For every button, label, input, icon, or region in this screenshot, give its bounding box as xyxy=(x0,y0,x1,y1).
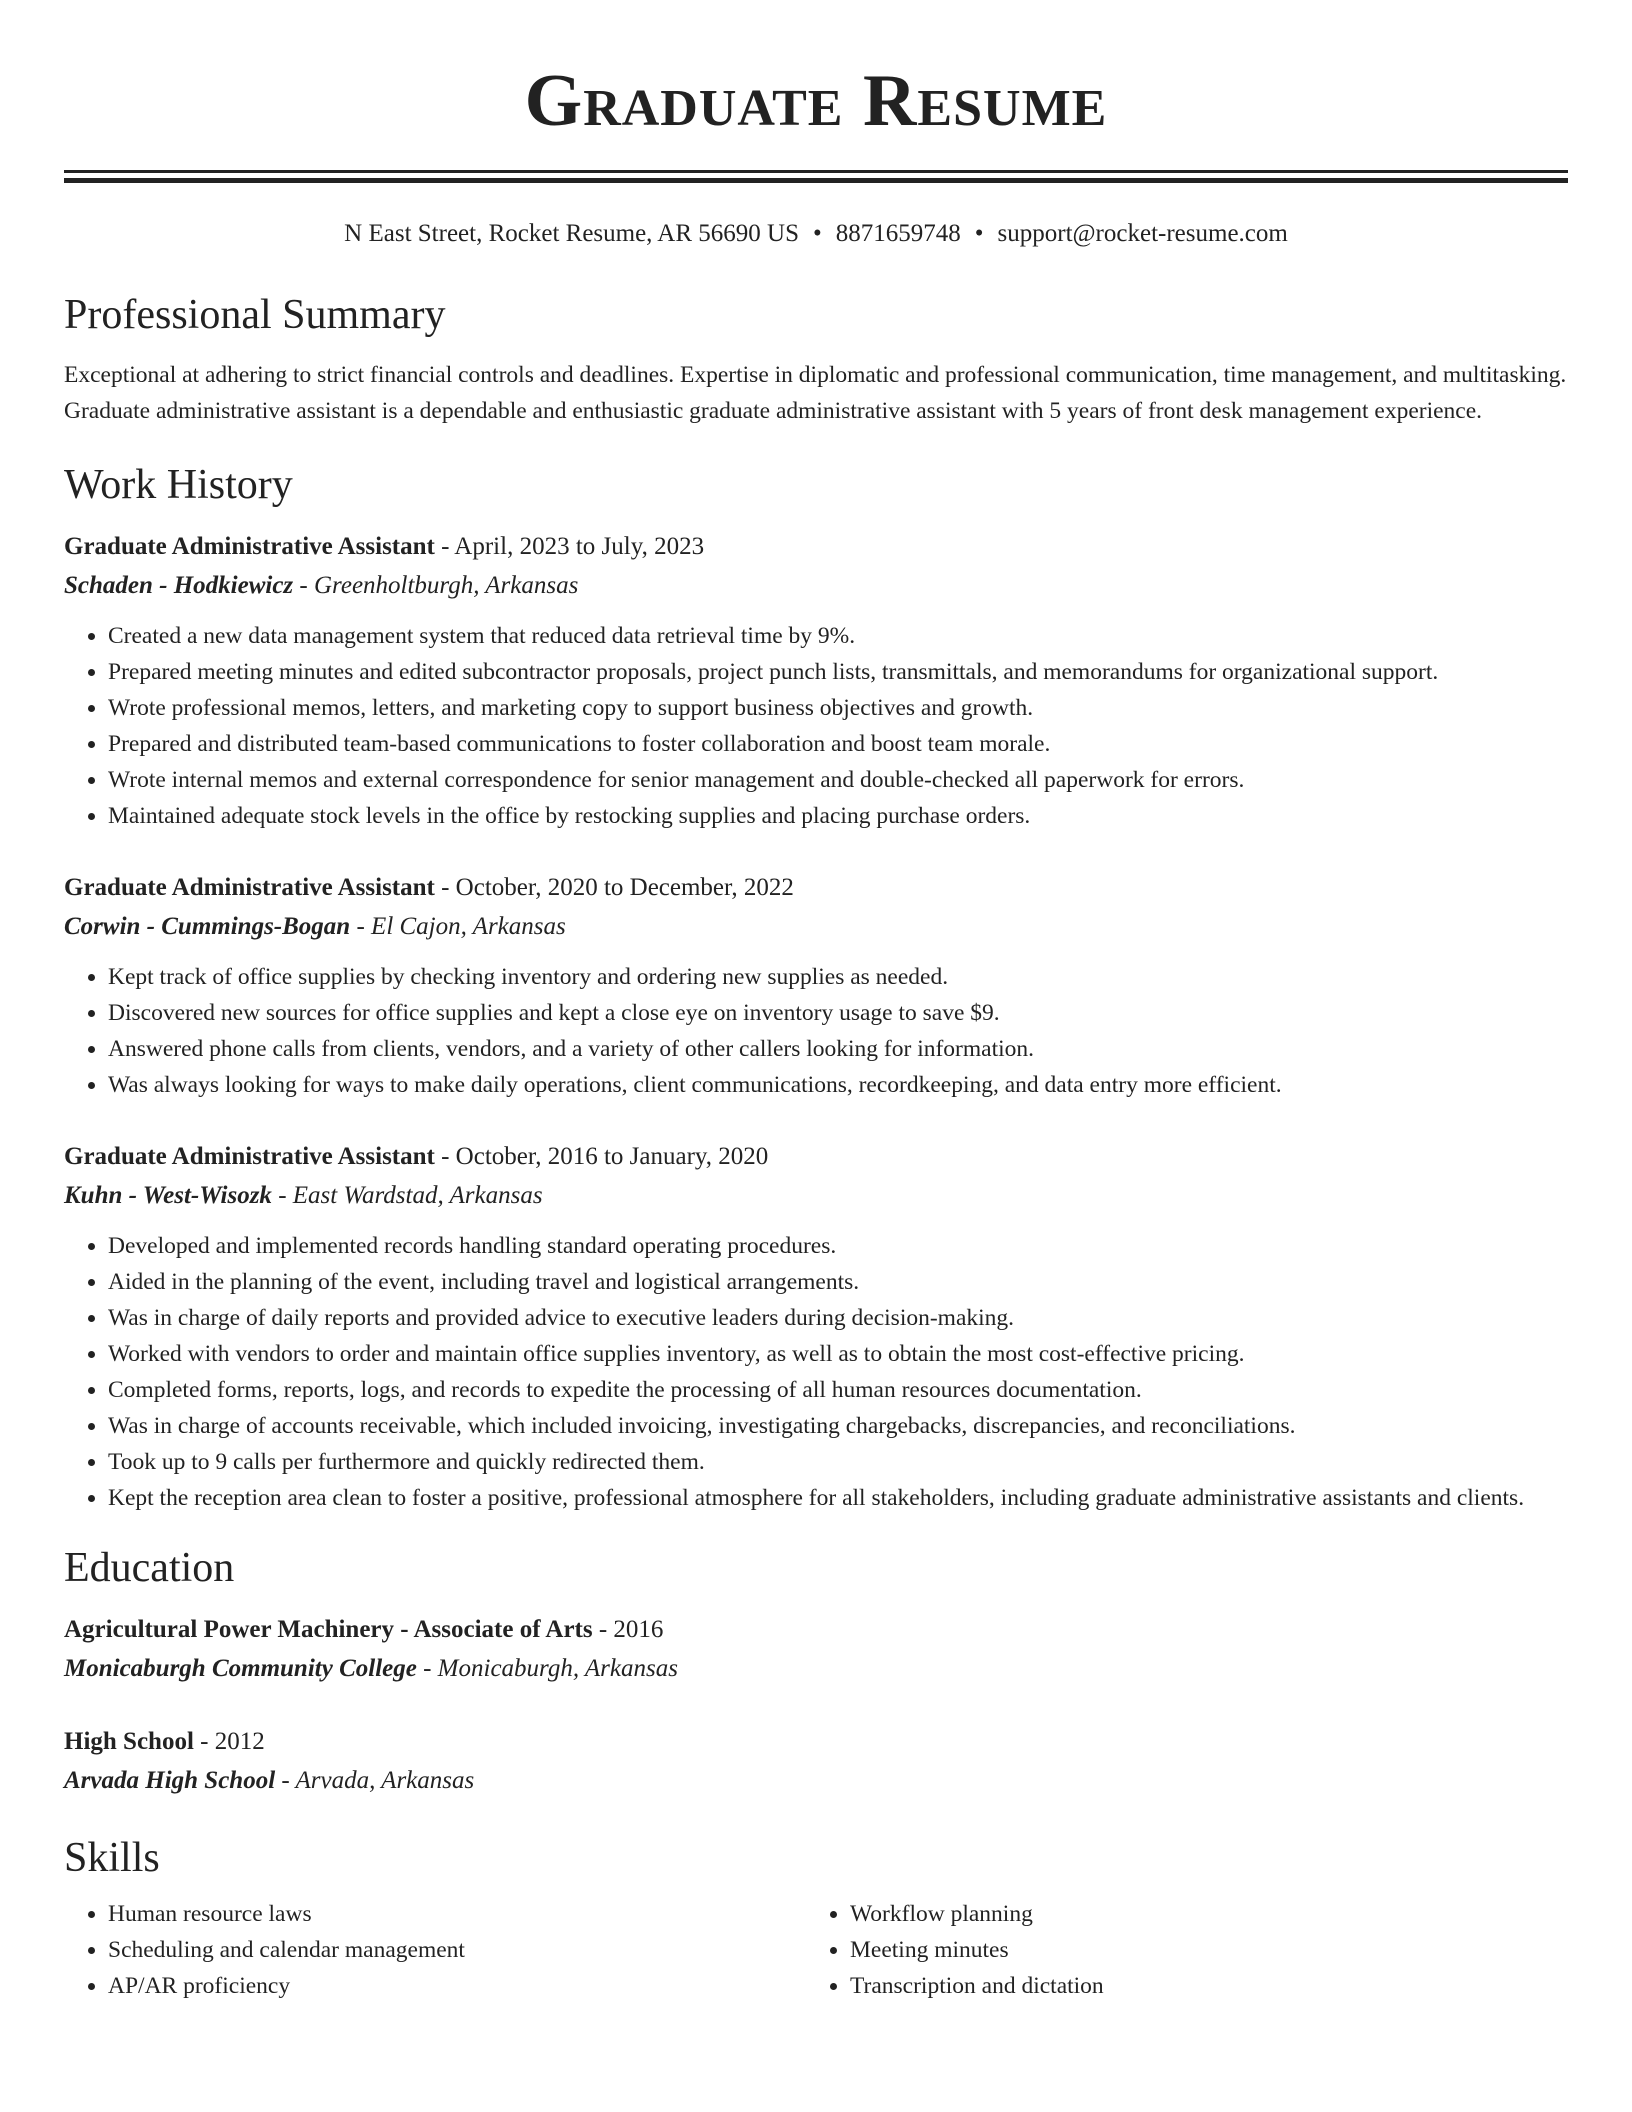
job-bullets xyxy=(64,1228,1568,1516)
job-dates: - October, 2016 to January, 2020 xyxy=(434,1143,769,1170)
contact-line xyxy=(64,217,1568,251)
list-item: • Discovered new sources for office supplies and kept a close eye on inventory usage to save $9. xyxy=(108,995,1568,1031)
job-company-line xyxy=(64,1176,1568,1215)
job-bullets xyxy=(64,618,1568,834)
list-item: • Transcription and dictation xyxy=(850,1968,1548,2004)
list-item: • Worked with vendors to order and maintain office supplies inventory, as well as to obtain the most cost-effective pricing. xyxy=(108,1336,1568,1372)
job-title: Graduate Administrative Assistant xyxy=(64,533,435,560)
contact-separator: • xyxy=(813,220,822,247)
list-item: • Kept the reception area clean to foster a positive, professional atmosphere for all stakeholders, including graduate administrative assistants and clients. xyxy=(108,1480,1568,1516)
list-item: • Kept track of office supplies by checking inventory and ordering new supplies as needed. xyxy=(108,959,1568,995)
education-year: - 2012 xyxy=(193,1728,265,1755)
work-history-heading: Work History xyxy=(64,462,293,508)
list-item: • Created a new data management system that reduced data retrieval time by 9%. xyxy=(108,618,1568,654)
job-entry xyxy=(64,868,1568,1103)
skills-list xyxy=(64,1896,1568,2004)
list-item: • Meeting minutes xyxy=(850,1932,1548,1968)
job-location: - East Wardstad, Arkansas xyxy=(271,1182,543,1209)
job-title-line xyxy=(64,1137,1568,1176)
skills-column-left xyxy=(64,1896,806,2004)
list-item: • Maintained adequate stock levels in the office by restocking supplies and placing purchase orders. xyxy=(108,798,1568,834)
job-company-line xyxy=(64,907,1568,946)
education-degree: Agricultural Power Machinery - Associate of Arts xyxy=(64,1616,593,1643)
education-degree-line xyxy=(64,1610,1568,1649)
job-company: Schaden - Hodkiewicz xyxy=(64,572,294,599)
education-entry xyxy=(64,1610,1568,1688)
list-item: • Aided in the planning of the event, including travel and logistical arrangements. xyxy=(108,1264,1568,1300)
education-school: Monicaburgh Community College xyxy=(64,1655,417,1682)
job-title: Graduate Administrative Assistant xyxy=(64,1143,435,1170)
education-entry xyxy=(64,1722,1568,1800)
list-item: • Answered phone calls from clients, vendors, and a variety of other callers looking for information. xyxy=(108,1031,1568,1067)
job-title-line xyxy=(64,868,1568,907)
education-degree: High School xyxy=(64,1728,194,1755)
education-degree-line xyxy=(64,1722,1568,1761)
job-entry xyxy=(64,1137,1568,1516)
job-title-line xyxy=(64,527,1568,566)
list-item: • Wrote internal memos and external correspondence for senior management and double-checked all paperwork for errors. xyxy=(108,762,1568,798)
summary-heading: Professional Summary xyxy=(64,292,446,338)
job-location: - Greenholtburgh, Arkansas xyxy=(293,572,579,599)
list-item: • Prepared meeting minutes and edited subcontractor proposals, project punch lists, transmittals, and memorandums for organizational support. xyxy=(108,654,1568,690)
list-item: • Was always looking for ways to make daily operations, client communications, recordkeeping, and data entry more efficient. xyxy=(108,1067,1568,1103)
list-item: • Took up to 9 calls per furthermore and quickly redirected them. xyxy=(108,1444,1568,1480)
job-entry xyxy=(64,527,1568,834)
contact-email: support@rocket-resume.com xyxy=(997,220,1288,247)
page-title: Graduate Resume xyxy=(524,60,1108,142)
contact-phone: 8871659748 xyxy=(835,220,961,247)
job-company-line xyxy=(64,566,1568,605)
list-item: • Workflow planning xyxy=(850,1896,1548,1932)
list-item: • Human resource laws xyxy=(108,1896,806,1932)
list-item: • AP/AR proficiency xyxy=(108,1968,806,2004)
job-bullets xyxy=(64,959,1568,1103)
education-school-line xyxy=(64,1649,1568,1688)
list-item: • Scheduling and calendar management xyxy=(108,1932,806,1968)
skills-column-right xyxy=(806,1896,1548,2004)
skills-heading: Skills xyxy=(64,1835,160,1881)
job-dates: - April, 2023 to July, 2023 xyxy=(434,533,705,560)
education-location: - Monicaburgh, Arkansas xyxy=(416,1655,678,1682)
list-item: • Was in charge of daily reports and provided advice to executive leaders during decision-making. xyxy=(108,1300,1568,1336)
summary-text: Exceptional at adhering to strict financial controls and deadlines. Expertise in diplomatic and professional communication, time management, and multitasking. Graduate administrative assistant is a dependable and enthusiastic graduate administrative assistant with 5 years of front desk management experience. xyxy=(64,362,1567,424)
list-item: • Wrote professional memos, letters, and marketing copy to support business objectives and growth. xyxy=(108,690,1568,726)
list-item: • Prepared and distributed team-based communications to foster collaboration and boost team morale. xyxy=(108,726,1568,762)
job-title: Graduate Administrative Assistant xyxy=(64,874,435,901)
job-location: - El Cajon, Arkansas xyxy=(350,913,566,940)
contact-separator: • xyxy=(974,220,984,247)
contact-address: N East Street, Rocket Resume, AR 56690 US xyxy=(344,220,799,247)
list-item: • Was in charge of accounts receivable, which included invoicing, investigating chargebacks, discrepancies, and reconciliations. xyxy=(108,1408,1568,1444)
list-item: • Completed forms, reports, logs, and records to expedite the processing of all human resources documentation. xyxy=(108,1372,1568,1408)
title-divider xyxy=(64,170,1568,183)
list-item: • Developed and implemented records handling standard operating procedures. xyxy=(108,1228,1568,1264)
job-company: Kuhn - West-Wisozk xyxy=(64,1182,272,1209)
education-location: - Arvada, Arkansas xyxy=(275,1767,475,1794)
job-company: Corwin - Cummings-Bogan xyxy=(64,913,351,940)
education-year: - 2016 xyxy=(592,1616,664,1643)
job-dates: - October, 2020 to December, 2022 xyxy=(434,874,794,901)
education-school-line xyxy=(64,1761,1568,1800)
education-school: Arvada High School xyxy=(64,1767,276,1794)
education-heading: Education xyxy=(64,1545,235,1591)
